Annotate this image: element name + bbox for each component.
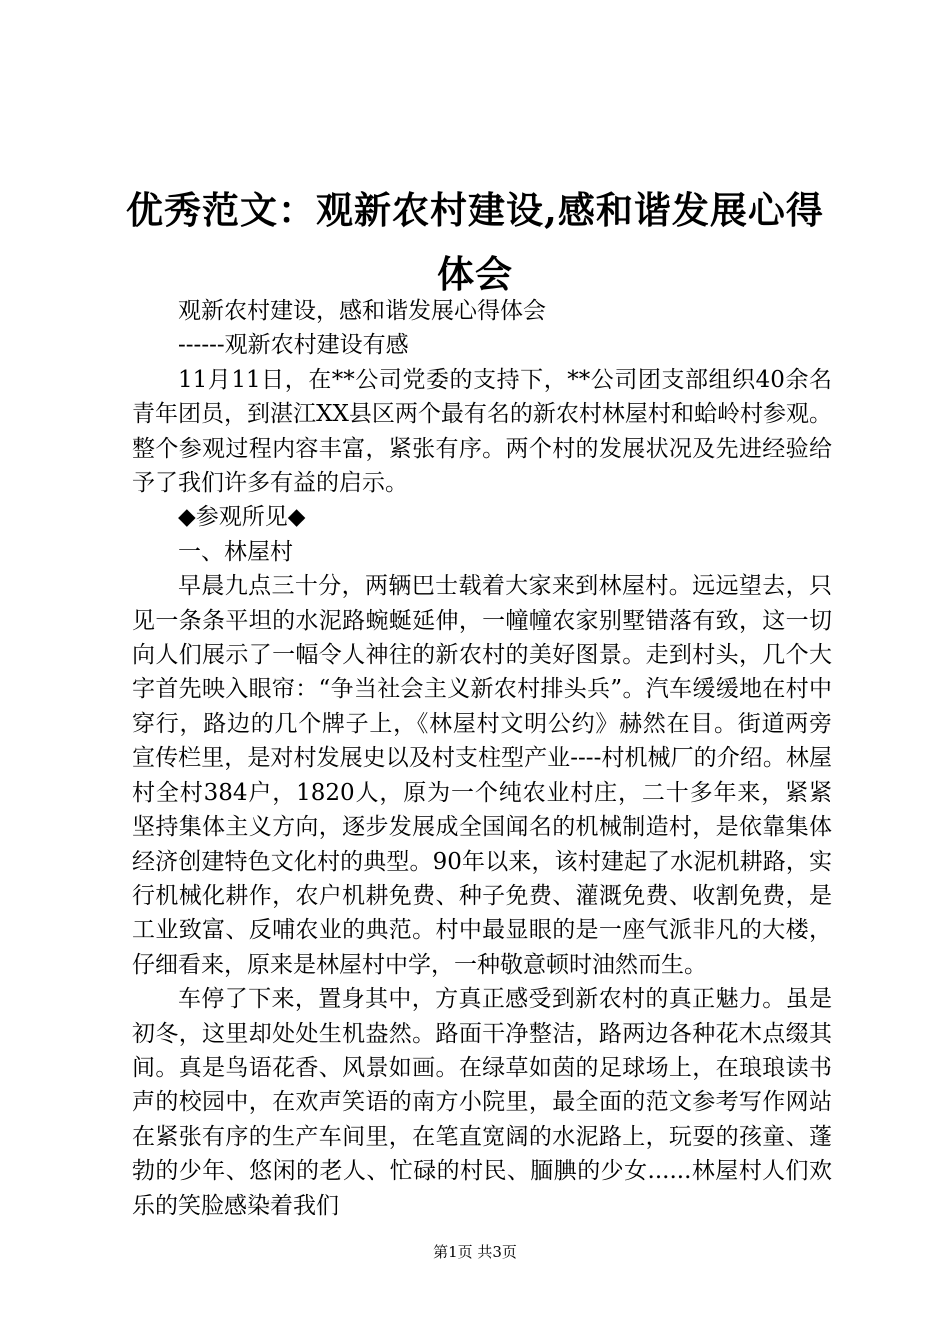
document-title: 优秀范文：观新农村建设,感和谐发展心得体会 [126,188,824,296]
body-paragraph: 车停了下来，置身其中，方真正感受到新农村的真正魅力。虽是初冬，这里却处处生机盎然。路面干净整洁，路两边各种花木点缀其间。真是鸟语花香、风景如画。在绿草如茵的足球场上，在琅琅读书声的校园中，在欢声笑语的南方小院里，最全面的范文参考写作网站在紧张有序的生产车间里，在笔直宽阔的水泥路上，玩耍的孩童、蓬勃的少年、悠闲的老人、忙碌的村民、腼腆的少女......林屋村人们欢乐的笑脸感染着我们 [132,986,832,1219]
body-paragraph: 早晨九点三十分，两辆巴士载着大家来到林屋村。远远望去，只见一条条平坦的水泥路蜿蜒延伸，一幢幢农家别墅错落有致，这一切向人们展示了一幅令人神往的新农村的美好图景。走到村头，几个大字首先映入眼帘：“争当社会主义新农村排头兵”。汽车缓缓地在村中穿行，路边的几个牌子上，《林屋村文明公约》赫然在目。街道两旁宣传栏里，是对村发展史以及村支柱型产业----村机械厂的介绍。林屋村全村384户，1820人，原为一个纯农业村庄，二十多年来，紧紧坚持集体主义方向，逐步发展成全国闻名的机械制造村，是依靠集体经济创建特色文化村的典型。90年以来，该村建起了水泥机耕路，实行机械化耕作，农户机耕免费、种子免费、灌溉免费、收割免费，是工业致富、反哺农业的典范。村中最显眼的是一座气派非凡的大楼，仔细看来，原来是林屋村中学，一种敬意顿时油然而生。 [132,573,832,978]
intro-paragraph: 11月11日，在**公司党委的支持下，**公司团支部组织40余名青年团员，到湛江XX县区两个最有名的新农村林屋村和蛤岭村参观。整个参观过程内容丰富，紧张有序。两个村的发展状况及先进经验给予了我们许多有益的启示。 [132,366,832,497]
subtitle-dash-paragraph: ------观新农村建设有感 [178,332,409,359]
section-heading: ◆参观所见◆ [178,504,306,531]
subtitle-paragraph: 观新农村建设，感和谐发展心得体会 [178,298,546,324]
document-body [132,294,832,1223]
page-footer: 第1页 共3页 [433,1243,517,1261]
subsection-heading: 一、林屋村 [178,538,293,565]
